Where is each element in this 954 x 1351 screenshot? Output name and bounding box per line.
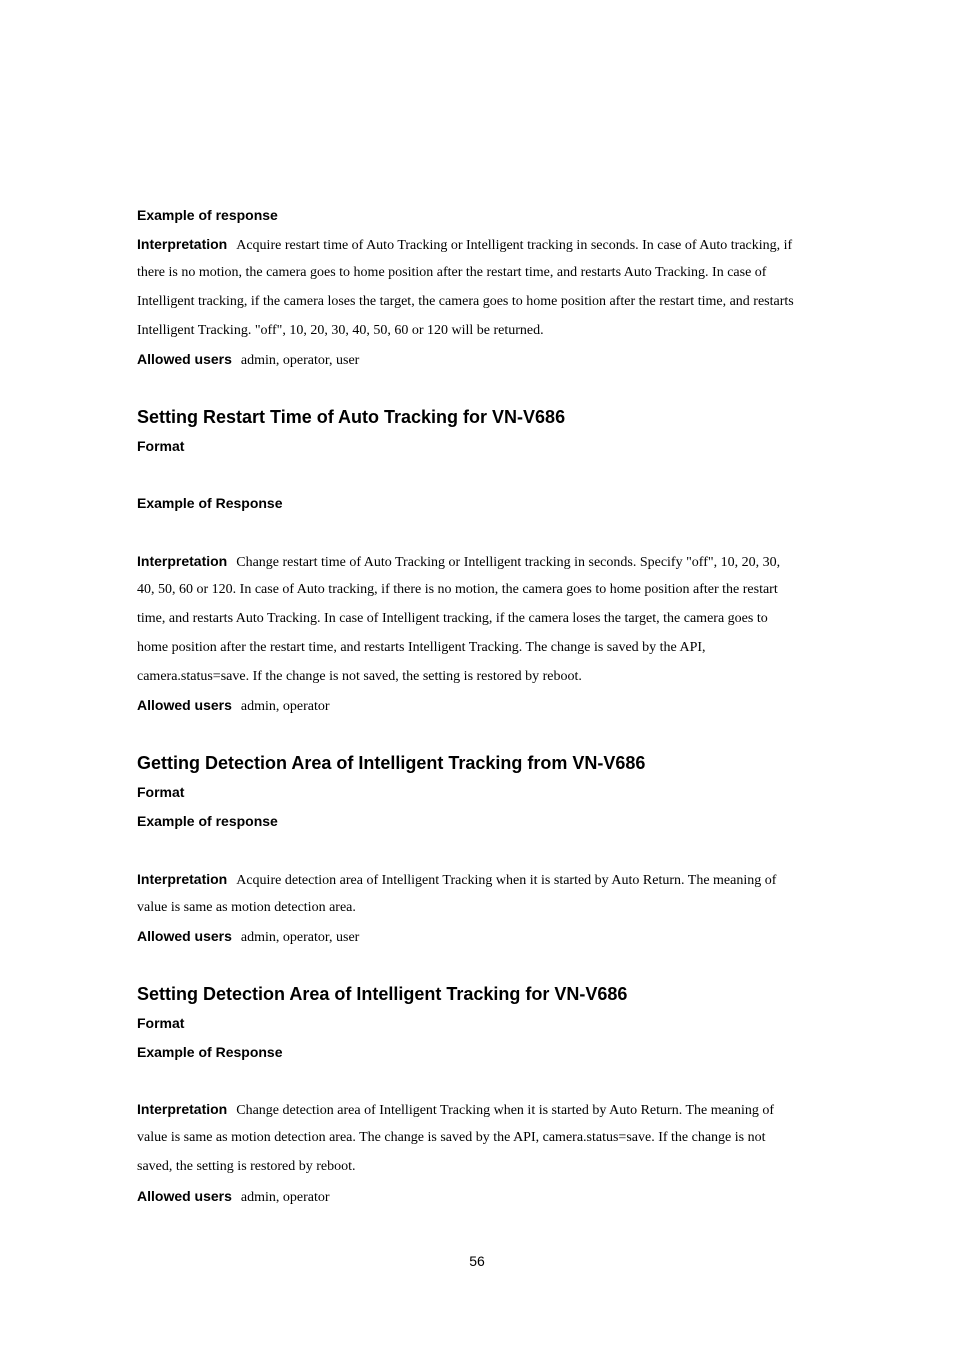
- interpretation-text: Change detection area of Intelligent Tracking when it is started by Auto Return. The meaning of: [236, 1103, 775, 1118]
- section-heading: Getting Detection Area of Intelligent Tracking from VN-V686: [137, 753, 646, 773]
- interpretation-text: Intelligent tracking, if the camera loses the target, the camera goes to home position after the restart time, and restarts: [137, 294, 794, 309]
- interpretation-label: Interpretation: [137, 1101, 228, 1117]
- interpretation-row: [137, 236, 792, 254]
- interpretation-row: [137, 553, 780, 571]
- allowed-users-value: admin, operator, user: [240, 930, 360, 945]
- allowed-users-row: [137, 928, 359, 946]
- example-of-response-label: Example of Response: [137, 495, 283, 511]
- allowed-users-label: Allowed users: [137, 1188, 232, 1204]
- allowed-users-label: Allowed users: [137, 928, 232, 944]
- interpretation-row: [137, 871, 776, 889]
- allowed-users-row: [137, 697, 330, 715]
- interpretation-text: camera.status=save. If the change is not saved, the setting is restored by reboot.: [137, 669, 582, 684]
- example-of-response-label: Example of response: [137, 813, 278, 829]
- interpretation-label: Interpretation: [137, 236, 228, 252]
- interpretation-label: Interpretation: [137, 871, 228, 887]
- format-label: Format: [137, 438, 185, 454]
- allowed-users-row: [137, 351, 359, 369]
- interpretation-text: value is same as motion detection area. The change is saved by the API, camera.status=save. If the change is not: [137, 1130, 766, 1145]
- interpretation-text: Acquire detection area of Intelligent Tracking when it is started by Auto Return. The meaning of: [236, 873, 777, 888]
- allowed-users-value: admin, operator: [240, 1190, 330, 1205]
- interpretation-text: Acquire restart time of Auto Tracking or Intelligent tracking in seconds. In case of Auto tracking, if: [236, 238, 793, 253]
- interpretation-text: there is no motion, the camera goes to home position after the restart time, and restarts Auto Tracking. In case of: [137, 265, 767, 280]
- format-label: Format: [137, 784, 185, 800]
- allowed-users-value: admin, operator: [240, 699, 330, 714]
- interpretation-text: saved, the setting is restored by reboot.: [137, 1159, 356, 1174]
- interpretation-text: home position after the restart time, and restarts Intelligent Tracking. The change is saved by the API,: [137, 640, 706, 655]
- interpretation-text: Intelligent Tracking. "off", 10, 20, 30, 40, 50, 60 or 120 will be returned.: [137, 323, 544, 338]
- allowed-users-value: admin, operator, user: [240, 353, 360, 368]
- section-heading: Setting Detection Area of Intelligent Tracking for VN-V686: [137, 984, 628, 1004]
- section-heading: Setting Restart Time of Auto Tracking for VN-V686: [137, 407, 566, 427]
- interpretation-row: [137, 1101, 774, 1119]
- allowed-users-row: [137, 1188, 330, 1206]
- allowed-users-label: Allowed users: [137, 351, 232, 367]
- allowed-users-label: Allowed users: [137, 697, 232, 713]
- interpretation-label: Interpretation: [137, 553, 228, 569]
- interpretation-text: Change restart time of Auto Tracking or Intelligent tracking in seconds. Specify "off", 10, 20, 30,: [236, 555, 781, 570]
- interpretation-text: value is same as motion detection area.: [137, 900, 356, 915]
- page-number: 56: [469, 1253, 485, 1269]
- example-of-response-label: Example of response: [137, 207, 278, 223]
- interpretation-text: 40, 50, 60 or 120. In case of Auto tracking, if there is no motion, the camera goes to home position after the restart: [137, 582, 778, 597]
- example-of-response-label: Example of Response: [137, 1044, 283, 1060]
- interpretation-text: time, and restarts Auto Tracking. In case of Intelligent tracking, if the camera loses the target, the camera goes to: [137, 611, 768, 626]
- format-label: Format: [137, 1015, 185, 1031]
